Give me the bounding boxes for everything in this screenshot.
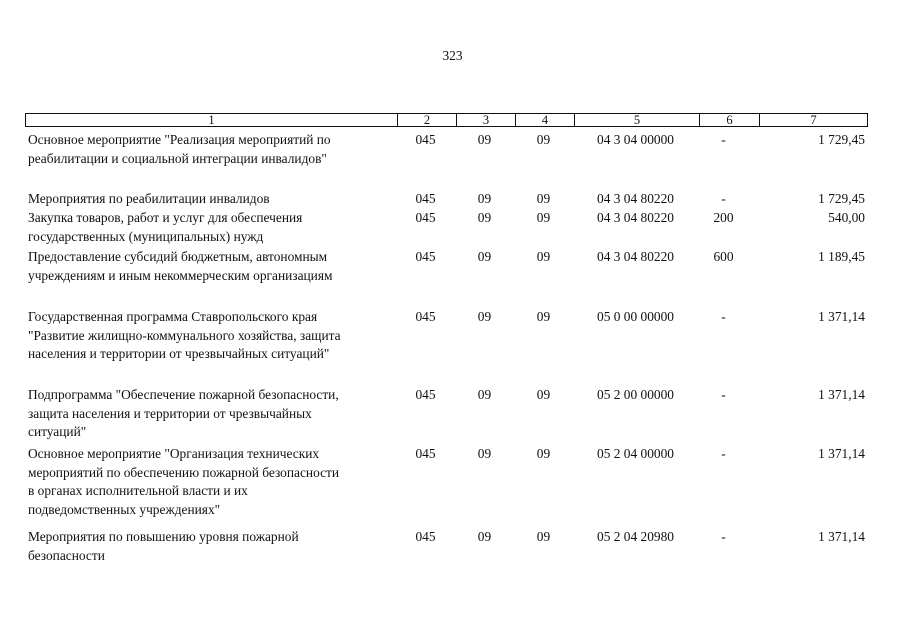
row-name-line: Основное мероприятие "Реализация мероприятий по bbox=[28, 132, 331, 147]
col-pr: 09 bbox=[536, 249, 551, 264]
col-csr: 04 3 04 00000 bbox=[597, 132, 674, 147]
header-col-3: 3 bbox=[456, 114, 515, 126]
col-amount: 1 371,14 bbox=[818, 529, 865, 544]
col-amount: 1 371,14 bbox=[818, 309, 865, 324]
col-rz: 09 bbox=[477, 387, 492, 402]
header-col-2: 2 bbox=[397, 114, 456, 126]
col-rz: 09 bbox=[477, 191, 492, 206]
page-number: 323 bbox=[442, 48, 463, 63]
row-name-line: в органах исполнительной власти и их bbox=[28, 483, 248, 498]
row-name bbox=[28, 528, 403, 565]
row-name-line: Основное мероприятие "Организация технических bbox=[28, 446, 320, 461]
col-rz: 09 bbox=[477, 249, 492, 264]
row-name-line: учреждениям и иным некоммерческим организациям bbox=[28, 267, 333, 283]
col-csr: 05 2 00 00000 bbox=[597, 387, 674, 402]
row-name-line: государственных (муниципальных) нужд bbox=[28, 228, 264, 244]
row-name-line: Предоставление субсидий бюджетным, автономным bbox=[28, 249, 328, 264]
header-col-1: 1 bbox=[208, 113, 215, 127]
col-vr: 600 bbox=[713, 249, 734, 264]
col-csr: 05 0 00 00000 bbox=[597, 309, 674, 324]
col-rz: 09 bbox=[477, 309, 492, 324]
col-ved: 045 bbox=[415, 249, 436, 264]
col-vr: - bbox=[721, 309, 726, 324]
row-name-line: ситуаций" bbox=[28, 424, 87, 439]
col-vr: - bbox=[721, 191, 726, 206]
col-ved: 045 bbox=[415, 309, 436, 324]
col-rz: 09 bbox=[477, 446, 492, 461]
col-rz: 09 bbox=[477, 529, 492, 544]
col-ved: 045 bbox=[415, 387, 436, 402]
col-amount: 1 729,45 bbox=[818, 132, 865, 147]
row-name-line: Подпрограмма "Обеспечение пожарной безопасности, bbox=[28, 387, 339, 402]
col-pr: 09 bbox=[536, 387, 551, 402]
row-name-line: защита населения и территории от чрезвычайных bbox=[28, 405, 312, 421]
col-ved: 045 bbox=[415, 210, 436, 225]
col-csr: 04 3 04 80220 bbox=[597, 210, 674, 225]
row-name-line: реабилитации и социальной интеграции инвалидов" bbox=[28, 150, 327, 166]
row-name bbox=[28, 386, 403, 442]
row-name bbox=[28, 445, 403, 519]
row-name-line: мероприятий по обеспечению пожарной безопасности bbox=[28, 464, 340, 480]
row-name-line: населения и территории от чрезвычайных ситуаций" bbox=[28, 346, 330, 361]
row-name bbox=[28, 190, 403, 209]
col-pr: 09 bbox=[536, 446, 551, 461]
col-csr: 04 3 04 80220 bbox=[597, 191, 674, 206]
col-pr: 09 bbox=[536, 191, 551, 206]
row-name-line: Мероприятия по реабилитации инвалидов bbox=[28, 191, 270, 206]
col-amount: 540,00 bbox=[828, 210, 865, 225]
col-amount: 1 371,14 bbox=[818, 387, 865, 402]
col-pr: 09 bbox=[536, 210, 551, 225]
col-pr: 09 bbox=[536, 529, 551, 544]
row-name-line: "Развитие жилищно-коммунального хозяйства, защита bbox=[28, 327, 341, 343]
col-vr: - bbox=[721, 446, 726, 461]
col-csr: 04 3 04 80220 bbox=[597, 249, 674, 264]
col-vr: - bbox=[721, 529, 726, 544]
header-col-7: 7 bbox=[759, 114, 867, 126]
row-name-line: безопасности bbox=[28, 547, 105, 563]
row-name bbox=[28, 248, 403, 285]
col-vr: - bbox=[721, 387, 726, 402]
col-vr: 200 bbox=[713, 210, 734, 225]
header-col-6: 6 bbox=[699, 114, 759, 126]
col-vr: - bbox=[721, 132, 726, 147]
col-pr: 09 bbox=[536, 309, 551, 324]
col-ved: 045 bbox=[415, 446, 436, 461]
table-header-row bbox=[25, 113, 868, 127]
col-ved: 045 bbox=[415, 132, 436, 147]
col-csr: 05 2 04 00000 bbox=[597, 446, 674, 461]
row-name bbox=[28, 209, 403, 246]
col-rz: 09 bbox=[477, 132, 492, 147]
col-pr: 09 bbox=[536, 132, 551, 147]
col-ved: 045 bbox=[415, 191, 436, 206]
row-name-line: подведомственных учреждениях" bbox=[28, 501, 221, 517]
row-name-line: Мероприятия по повышению уровня пожарной bbox=[28, 529, 299, 544]
col-amount: 1 371,14 bbox=[818, 446, 865, 461]
col-ved: 045 bbox=[415, 529, 436, 544]
col-csr: 05 2 04 20980 bbox=[597, 529, 674, 544]
row-name bbox=[28, 131, 403, 168]
row-name bbox=[28, 308, 403, 364]
row-name-line: Государственная программа Ставропольского края bbox=[28, 309, 318, 324]
col-amount: 1 189,45 bbox=[818, 249, 865, 264]
header-col-4: 4 bbox=[515, 114, 574, 126]
header-col-5: 5 bbox=[574, 114, 699, 126]
col-rz: 09 bbox=[477, 210, 492, 225]
row-name-line: Закупка товаров, работ и услуг для обеспечения bbox=[28, 210, 303, 225]
budget-table bbox=[25, 113, 868, 563]
col-amount: 1 729,45 bbox=[818, 191, 865, 206]
